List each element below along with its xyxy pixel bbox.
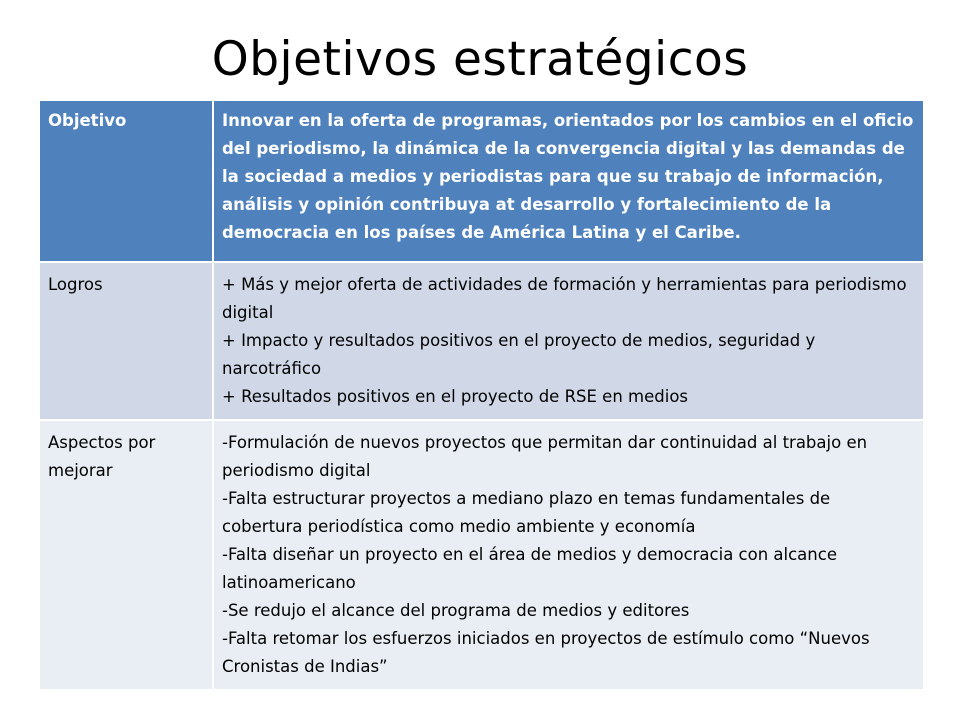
content-line: -Se redujo el alcance del programa de medios y editores — [222, 601, 690, 620]
row-content — [213, 100, 924, 262]
row-label: Aspectos por mejorar — [39, 420, 213, 690]
content-line: -Falta estructurar proyectos a mediano plazo en temas fundamentales de cobertura periodística como medio ambiente y economía — [222, 489, 831, 536]
row-content — [213, 262, 924, 420]
content-line: Innovar en la oferta de programas, orientados por los cambios en el oficio del periodismo, la dinámica de la convergencia digital y las demandas de la sociedad a medios y periodistas para que su trabajo de información, análisis y opinión contribuya at desarrollo y fortalecimiento de la democracia en los países de América Latina y el Caribe. — [222, 111, 914, 242]
content-line: + Más y mejor oferta de actividades de formación y herramientas para periodismo digital — [222, 275, 907, 322]
slide-title: Objetivos estratégicos — [211, 32, 749, 87]
content-line: + Resultados positivos en el proyecto de RSE en medios — [222, 387, 689, 406]
content-line: -Falta diseñar un proyecto en el área de medios y democracia con alcance latinoamericano — [222, 545, 837, 592]
table-row-objetivo — [39, 100, 924, 262]
content-line: -Formulación de nuevos proyectos que permitan dar continuidad al trabajo en periodismo digital — [222, 433, 868, 480]
content-line: -Falta retomar los esfuerzos iniciados en proyectos de estímulo como “Nuevos Cronistas de Indias” — [222, 629, 870, 676]
row-content — [213, 420, 924, 690]
content-line: + Impacto y resultados positivos en el proyecto de medios, seguridad y narcotráfico — [222, 331, 816, 378]
table-row-logros — [39, 262, 924, 420]
row-label: Logros — [39, 262, 213, 420]
table-row-aspectos — [39, 420, 924, 690]
objectives-table — [38, 99, 925, 691]
row-label: Objetivo — [39, 100, 213, 262]
